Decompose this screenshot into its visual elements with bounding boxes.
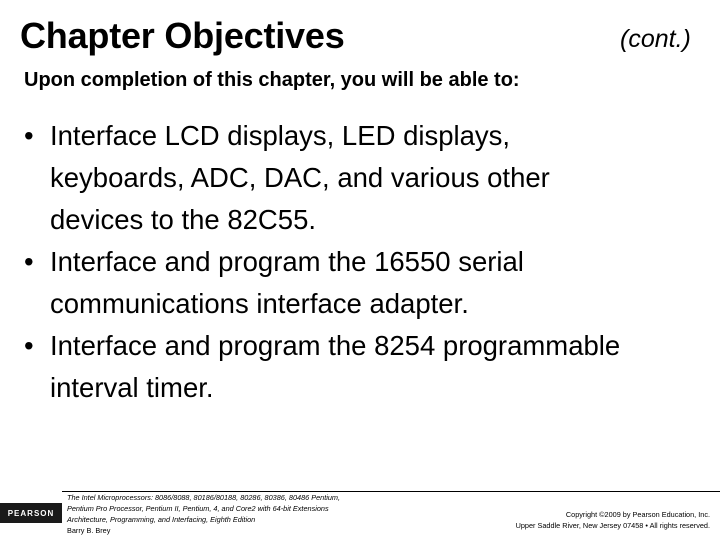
bullet-dot: • xyxy=(24,120,34,151)
slide-title: Chapter Objectives xyxy=(20,15,345,56)
objective-line: Interface and program the 8254 programmable xyxy=(50,330,621,361)
pearson-logo xyxy=(0,503,62,523)
objective-item-3 xyxy=(20,325,715,409)
objective-line: communications interface adapter. xyxy=(50,288,469,319)
objective-line: Interface LCD displays, LED displays, xyxy=(50,120,511,151)
objective-line: interval timer. xyxy=(50,372,214,403)
copyright-notice xyxy=(516,509,710,531)
copyright-line: Copyright ©2009 by Pearson Education, Inc. xyxy=(565,510,710,519)
book-author: Barry B. Brey xyxy=(67,526,111,535)
objective-item-2 xyxy=(20,241,715,325)
pearson-logo-text: PEARSON xyxy=(7,508,55,518)
book-citation xyxy=(67,492,402,536)
objective-line: devices to the 82C55. xyxy=(50,204,317,235)
slide-subtitle: Upon completion of this chapter, you will be able to: xyxy=(24,69,520,91)
title-continued-label: (cont.) xyxy=(620,25,691,53)
bullet-dot: • xyxy=(24,330,34,361)
publisher-address: Upper Saddle River, New Jersey 07458 • All rights reserved. xyxy=(515,521,710,530)
objective-line: Interface and program the 16550 serial xyxy=(50,246,524,277)
objective-item-1 xyxy=(20,115,715,241)
book-title-line: Architecture, Programming, and Interfacing, Eighth Edition xyxy=(67,515,256,524)
objective-line: keyboards, ADC, DAC, and various other xyxy=(50,162,550,193)
book-title-line: The Intel Microprocessors: 8086/8088, 80186/80188, 80286, 80386, 80486 Pentium, xyxy=(67,493,341,502)
book-title-line: Pentium Pro Processor, Pentium II, Pentium, 4, and Core2 with 64-bit Extensions xyxy=(67,504,329,513)
objectives-list xyxy=(20,115,715,409)
bullet-dot: • xyxy=(24,246,34,277)
